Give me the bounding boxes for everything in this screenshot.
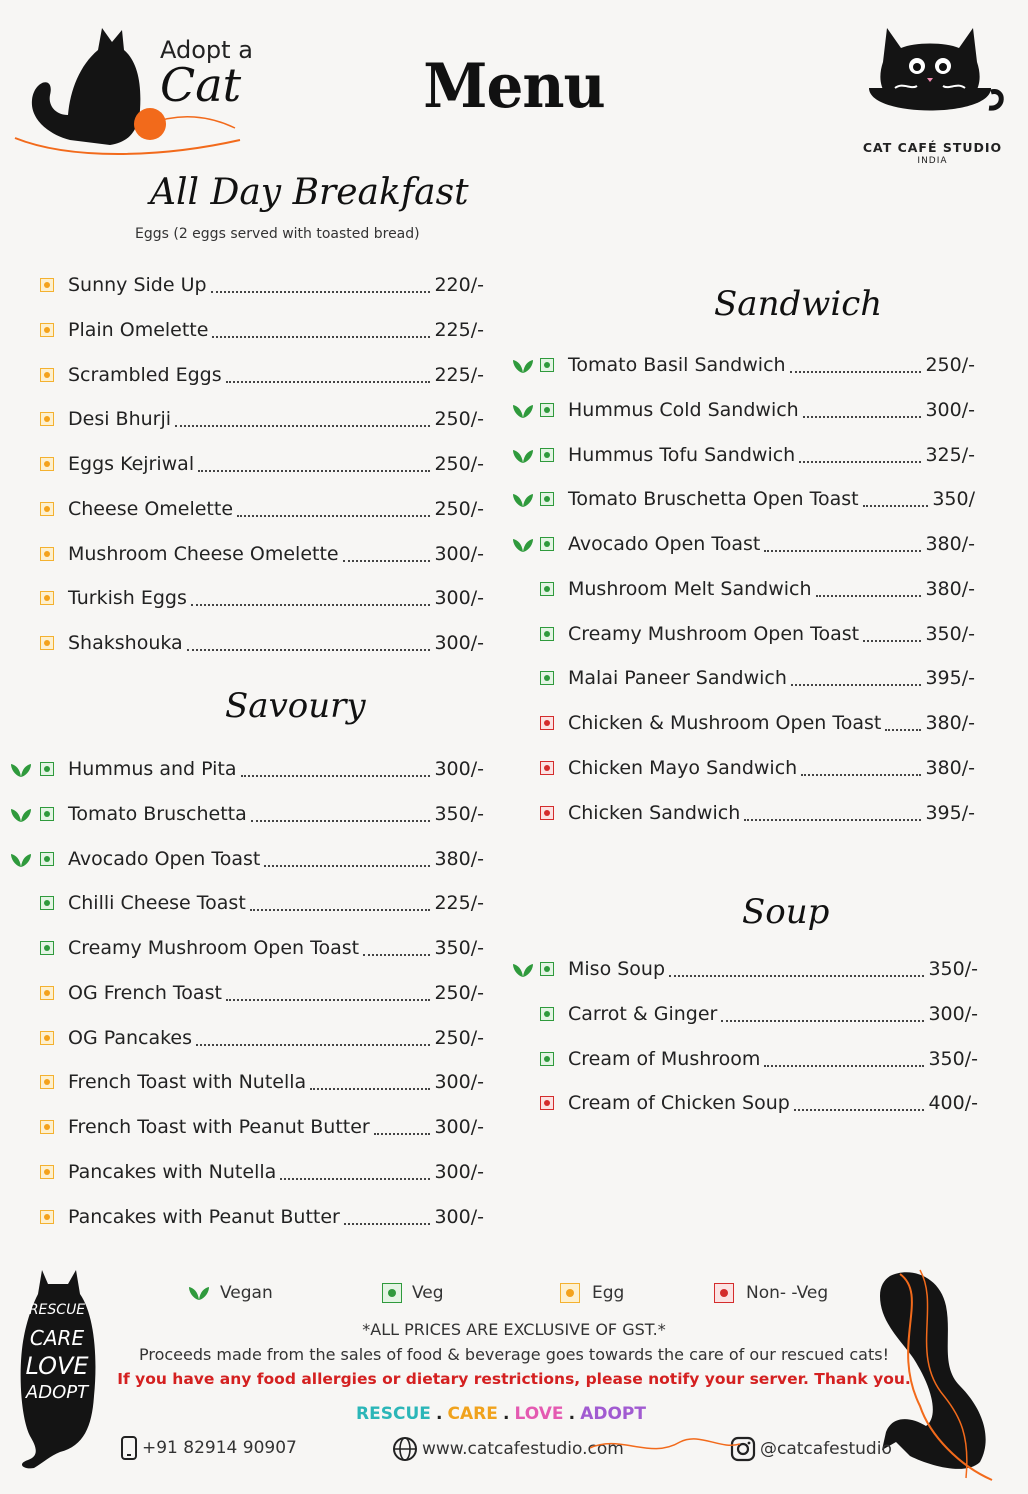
- instagram-handle[interactable]: @catcafestudio: [760, 1439, 892, 1459]
- menu-item-price: 250/-: [434, 1026, 484, 1049]
- tag-sep-2: .: [502, 1404, 510, 1424]
- dot-leader: [794, 1109, 925, 1111]
- menu-item-price: 300/-: [434, 632, 484, 654]
- menu-item-price: 380/-: [925, 756, 975, 779]
- cafe-name: CAT CAFÉ STUDIO: [862, 140, 1003, 155]
- menu-item: [40, 799, 484, 829]
- menu-item-name: OG French Toast: [68, 981, 222, 1004]
- gst-note: *ALL PRICES ARE EXCLUSIVE OF GST.*: [362, 1320, 666, 1339]
- breakfast-subtitle: Eggs (2 eggs served with toasted bread): [135, 226, 420, 242]
- menu-item-price: 395/-: [925, 801, 975, 824]
- veg-symbol-icon: [540, 1007, 554, 1021]
- menu-item-price: 300/-: [434, 1160, 484, 1183]
- menu-item-price: 350/: [932, 488, 975, 511]
- veg-symbol-icon: [382, 1283, 402, 1303]
- menu-item-name: Chilli Cheese Toast: [68, 892, 246, 915]
- menu-item: [540, 574, 975, 604]
- egg-symbol-icon: [40, 591, 54, 605]
- dot-leader: [363, 954, 430, 956]
- dot-leader: [280, 1178, 430, 1180]
- menu-item: [540, 484, 975, 514]
- cat-in-cup-icon: [855, 18, 1005, 130]
- menu-item-name: Tomato Basil Sandwich: [568, 354, 786, 376]
- menu-item-price: 300/-: [434, 587, 484, 610]
- menu-item: [40, 1202, 484, 1232]
- menu-item-name: Hummus Cold Sandwich: [568, 398, 799, 421]
- veg-symbol-icon: [40, 762, 54, 776]
- dot-leader: [191, 604, 431, 606]
- menu-item-name: Hummus and Pita: [68, 758, 237, 780]
- menu-item: [540, 1044, 978, 1074]
- menu-item-name: Creamy Mushroom Open Toast: [68, 937, 360, 959]
- dot-leader: [791, 684, 922, 686]
- menu-item: [540, 1088, 978, 1118]
- dot-leader: [764, 1065, 924, 1067]
- cafe-location: INDIA: [917, 156, 948, 166]
- menu-item: [40, 1067, 484, 1097]
- tag-love: LOVE: [514, 1404, 564, 1424]
- dot-leader: [175, 425, 430, 427]
- soup-section-title: Soup: [742, 892, 830, 932]
- vegan-leaf-icon: [10, 762, 32, 778]
- menu-item-name: Cream of Chicken Soup: [568, 1092, 790, 1115]
- sign-care: CARE: [29, 1326, 85, 1350]
- cat-script-label: Cat: [160, 58, 242, 112]
- menu-item-price: 300/-: [925, 398, 975, 421]
- menu-item-name: Chicken & Mushroom Open Toast: [568, 712, 882, 734]
- legend-veg-label: Veg: [412, 1283, 444, 1303]
- vegan-leaf-icon: [188, 1285, 210, 1301]
- menu-item: [40, 1157, 484, 1187]
- tagline: [0, 1404, 1002, 1424]
- website-link[interactable]: www.catcafestudio.com: [422, 1439, 624, 1459]
- nonveg-symbol-icon: [540, 761, 554, 775]
- veg-symbol-icon: [540, 1052, 554, 1066]
- legend-nonveg-label: Non- -Veg: [746, 1283, 829, 1303]
- menu-item-price: 220/-: [434, 274, 484, 296]
- menu-item: [540, 999, 978, 1029]
- menu-item-price: 250/-: [434, 408, 484, 431]
- dot-leader: [863, 640, 921, 642]
- dot-leader: [264, 865, 430, 867]
- allergy-note: If you have any food allergies or dietary restrictions, please notify your server. Thank you.: [117, 1370, 911, 1388]
- menu-item-name: OG Pancakes: [68, 1026, 193, 1049]
- menu-item: [40, 315, 484, 345]
- veg-symbol-icon: [40, 941, 54, 955]
- cat-cafe-studio-logo: [855, 18, 1005, 168]
- menu-item-name: Chicken Sandwich: [568, 801, 741, 824]
- menu-item: [540, 753, 975, 783]
- dot-leader: [196, 1044, 430, 1046]
- menu-item-price: 300/-: [434, 1205, 484, 1228]
- page-title: Menu: [423, 50, 605, 122]
- menu-item-name: Sunny Side Up: [68, 274, 207, 296]
- menu-item: [40, 539, 484, 569]
- menu-item-name: Pancakes with Peanut Butter: [68, 1205, 340, 1228]
- legend-egg: [560, 1283, 624, 1303]
- egg-symbol-icon: [40, 636, 54, 650]
- menu-item-price: 380/-: [925, 712, 975, 734]
- dot-leader: [374, 1133, 431, 1135]
- egg-symbol-icon: [40, 1120, 54, 1134]
- menu-item: [540, 529, 975, 559]
- dot-leader: [803, 416, 922, 418]
- egg-symbol-icon: [40, 547, 54, 561]
- menu-item: [40, 360, 484, 390]
- dot-leader: [241, 775, 431, 777]
- menu-item-price: 300/-: [434, 542, 484, 565]
- dot-leader: [816, 595, 922, 597]
- menu-item: [40, 978, 484, 1008]
- menu-item-name: Eggs Kejriwal: [68, 453, 195, 475]
- menu-item-price: 325/-: [925, 443, 975, 466]
- savoury-section-title: Savoury: [225, 686, 366, 726]
- tag-adopt: ADOPT: [580, 1404, 646, 1424]
- egg-symbol-icon: [40, 1210, 54, 1224]
- menu-item: [40, 270, 484, 300]
- tag-rescue: RESCUE: [356, 1404, 431, 1424]
- legend-vegan: [188, 1283, 273, 1303]
- egg-symbol-icon: [40, 457, 54, 471]
- egg-symbol-icon: [40, 1031, 54, 1045]
- proceeds-note: Proceeds made from the sales of food & beverage goes towards the care of our rescued cats!: [138, 1345, 890, 1364]
- menu-item-name: Tomato Bruschetta: [68, 802, 247, 825]
- tag-care: CARE: [447, 1404, 498, 1424]
- menu-item-price: 250/-: [434, 497, 484, 520]
- menu-item: [40, 494, 484, 524]
- menu-item-name: Mushroom Cheese Omelette: [68, 542, 339, 565]
- veg-symbol-icon: [540, 582, 554, 596]
- menu-item-price: 225/-: [434, 892, 484, 915]
- menu-item-price: 400/-: [928, 1092, 978, 1115]
- dot-leader: [801, 774, 921, 776]
- egg-symbol-icon: [40, 412, 54, 426]
- vegan-leaf-icon: [512, 492, 534, 508]
- dot-leader: [226, 999, 431, 1001]
- dot-leader: [790, 371, 922, 373]
- egg-symbol-icon: [40, 1075, 54, 1089]
- dot-leader: [226, 381, 431, 383]
- sign-love: LOVE: [25, 1352, 89, 1380]
- menu-item-name: Cheese Omelette: [68, 497, 234, 520]
- menu-item-price: 225/-: [434, 318, 484, 341]
- contact-phone[interactable]: [120, 1436, 297, 1460]
- egg-symbol-icon: [40, 278, 54, 292]
- menu-item-price: 350/-: [434, 802, 484, 825]
- menu-item: [40, 844, 484, 874]
- veg-symbol-icon: [540, 448, 554, 462]
- menu-item-price: 250/-: [434, 453, 484, 475]
- dot-leader: [885, 729, 921, 731]
- menu-item-name: Miso Soup: [568, 958, 666, 980]
- menu-item: [40, 628, 484, 658]
- menu-item-name: Desi Bhurji: [68, 408, 172, 431]
- dot-leader: [237, 515, 430, 517]
- breakfast-section-title: All Day Breakfast: [150, 172, 469, 213]
- veg-symbol-icon: [540, 962, 554, 976]
- menu-item-price: 380/-: [434, 847, 484, 870]
- tag-sep-3: .: [568, 1404, 576, 1424]
- menu-item-price: 250/-: [925, 354, 975, 376]
- nonveg-symbol-icon: [540, 716, 554, 730]
- menu-item-price: 380/-: [925, 577, 975, 600]
- dot-leader: [744, 819, 921, 821]
- egg-symbol-icon: [40, 368, 54, 382]
- yarn-string-decoration: [590, 1430, 740, 1460]
- menu-item: [40, 583, 484, 613]
- sign-adopt: ADOPT: [25, 1382, 89, 1403]
- menu-item-name: French Toast with Peanut Butter: [68, 1116, 370, 1138]
- vegan-leaf-icon: [512, 403, 534, 419]
- menu-item: [40, 1112, 484, 1142]
- rescue-cat-sign: [14, 1266, 100, 1472]
- menu-item-name: Cream of Mushroom: [568, 1047, 761, 1070]
- menu-item-price: 350/-: [928, 958, 978, 980]
- veg-symbol-icon: [540, 537, 554, 551]
- dot-leader: [251, 820, 431, 822]
- menu-item: [540, 954, 978, 984]
- dot-leader: [343, 560, 431, 562]
- vegan-leaf-icon: [512, 537, 534, 553]
- menu-item: [540, 798, 975, 828]
- veg-symbol-icon: [540, 627, 554, 641]
- tag-sep-1: .: [435, 1404, 443, 1424]
- dot-leader: [211, 291, 431, 293]
- legend-nonveg: [714, 1283, 828, 1303]
- legend-vegan-label: Vegan: [220, 1283, 273, 1303]
- vegan-leaf-icon: [10, 807, 32, 823]
- egg-symbol-icon: [40, 323, 54, 337]
- menu-item: [40, 404, 484, 434]
- menu-item-name: Avocado Open Toast: [68, 847, 261, 870]
- menu-item: [40, 754, 484, 784]
- menu-item-name: Carrot & Ginger: [568, 1002, 718, 1025]
- menu-item-name: Scrambled Eggs: [68, 363, 222, 386]
- menu-item: [540, 440, 975, 470]
- menu-item-price: 300/-: [928, 1002, 978, 1025]
- dot-leader: [764, 550, 921, 552]
- vegan-leaf-icon: [512, 358, 534, 374]
- menu-item-name: Malai Paneer Sandwich: [568, 667, 787, 690]
- legend-egg-label: Egg: [592, 1283, 625, 1303]
- menu-item: [540, 619, 975, 649]
- egg-symbol-icon: [560, 1283, 580, 1303]
- menu-item: [540, 708, 975, 738]
- dot-leader: [863, 505, 929, 507]
- vegan-leaf-icon: [10, 852, 32, 868]
- menu-item-price: 380/-: [925, 533, 975, 555]
- dot-leader: [344, 1223, 431, 1225]
- sandwich-section-title: Sandwich: [714, 284, 883, 324]
- phone-number[interactable]: +91 82914 90907: [142, 1438, 297, 1458]
- menu-item-name: Mushroom Melt Sandwich: [568, 577, 812, 600]
- nonveg-symbol-icon: [714, 1283, 734, 1303]
- egg-symbol-icon: [40, 502, 54, 516]
- menu-item-price: 395/-: [925, 667, 975, 690]
- dot-leader: [198, 470, 430, 472]
- menu-item-price: 300/-: [434, 1116, 484, 1138]
- menu-item-name: Shakshouka: [68, 632, 183, 654]
- menu-item-price: 350/-: [928, 1047, 978, 1070]
- menu-item-name: Turkish Eggs: [68, 587, 187, 610]
- nonveg-symbol-icon: [540, 1096, 554, 1110]
- nonveg-symbol-icon: [540, 806, 554, 820]
- dot-leader: [250, 909, 431, 911]
- menu-item: [540, 663, 975, 693]
- globe-icon: [392, 1436, 418, 1462]
- dot-leader: [212, 336, 430, 338]
- legend-veg: [382, 1283, 444, 1303]
- vegan-leaf-icon: [512, 962, 534, 978]
- menu-item-name: Hummus Tofu Sandwich: [568, 443, 796, 466]
- dot-leader: [721, 1020, 924, 1022]
- dot-leader: [799, 461, 921, 463]
- menu-item-name: Chicken Mayo Sandwich: [568, 756, 798, 779]
- menu-item-name: Tomato Bruschetta Open Toast: [568, 488, 859, 511]
- veg-symbol-icon: [540, 492, 554, 506]
- menu-item-name: French Toast with Nutella: [68, 1071, 307, 1094]
- adopt-a-label: Adopt a: [160, 36, 253, 64]
- menu-item-name: Plain Omelette: [68, 318, 209, 341]
- menu-item: [40, 1023, 484, 1053]
- veg-symbol-icon: [540, 403, 554, 417]
- veg-symbol-icon: [540, 358, 554, 372]
- contact-instagram[interactable]: [730, 1436, 892, 1462]
- veg-symbol-icon: [540, 671, 554, 685]
- menu-item: [40, 449, 484, 479]
- menu-item-name: Creamy Mushroom Open Toast: [568, 622, 860, 645]
- menu-item-price: 350/-: [925, 622, 975, 645]
- menu-item-price: 350/-: [434, 937, 484, 959]
- dot-leader: [310, 1088, 430, 1090]
- egg-symbol-icon: [40, 986, 54, 1000]
- menu-item-price: 300/-: [434, 1071, 484, 1094]
- veg-symbol-icon: [40, 807, 54, 821]
- menu-item: [540, 350, 975, 380]
- dot-leader: [187, 649, 431, 651]
- phone-icon: [120, 1436, 138, 1460]
- menu-item: [40, 933, 484, 963]
- menu-item-price: 300/-: [434, 758, 484, 780]
- menu-item: [40, 888, 484, 918]
- veg-symbol-icon: [40, 852, 54, 866]
- menu-item-price: 250/-: [434, 981, 484, 1004]
- menu-item-name: Pancakes with Nutella: [68, 1160, 277, 1183]
- veg-symbol-icon: [40, 896, 54, 910]
- menu-item: [540, 395, 975, 425]
- menu-item-name: Avocado Open Toast: [568, 533, 761, 555]
- vegan-leaf-icon: [512, 448, 534, 464]
- dot-leader: [669, 975, 924, 977]
- sign-rescue: RESCUE: [28, 1302, 86, 1318]
- egg-symbol-icon: [40, 1165, 54, 1179]
- menu-item-price: 225/-: [434, 363, 484, 386]
